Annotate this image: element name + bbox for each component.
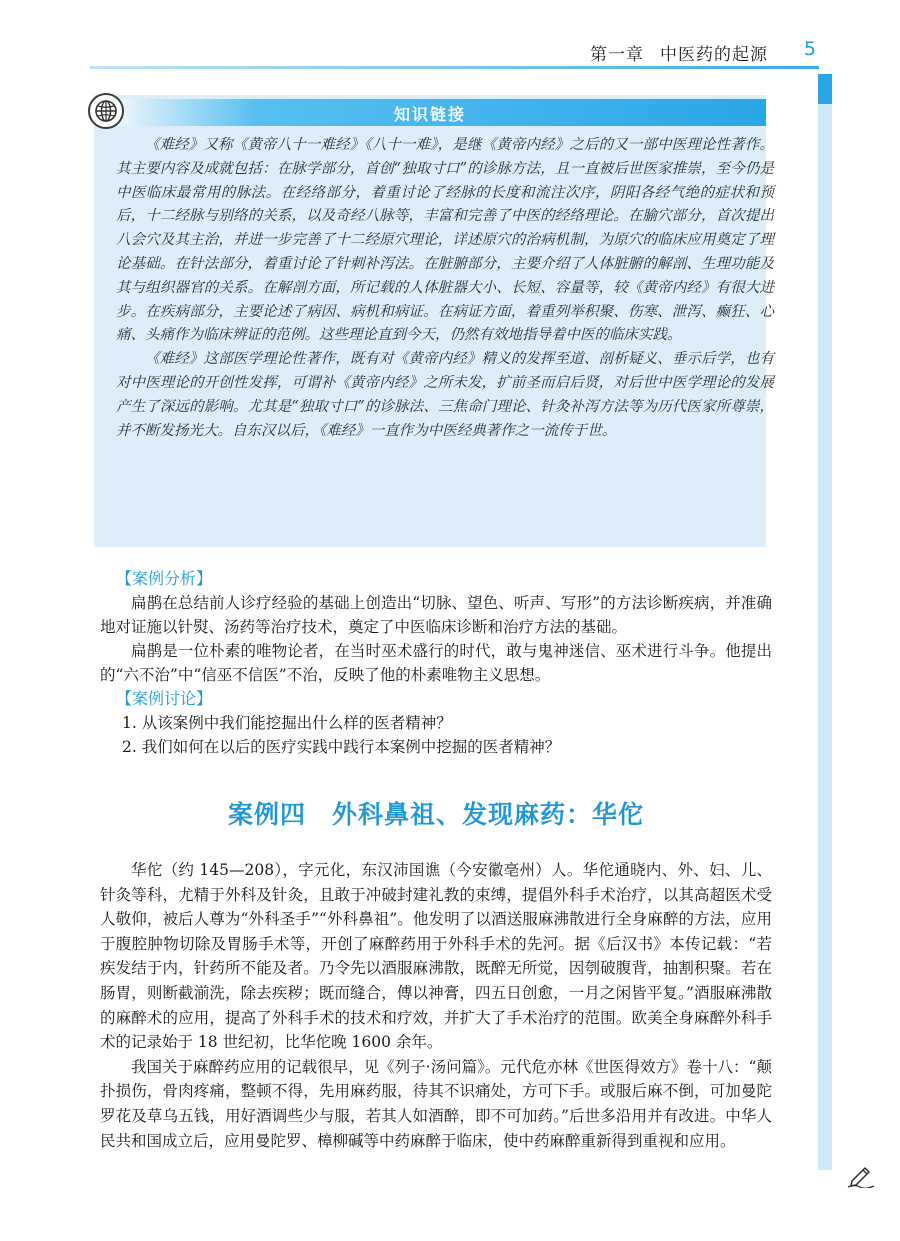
chapter-title: 中医药的起源 [660, 45, 768, 65]
body-paragraph: 我国关于麻醉药应用的记载很早，见《列子·汤问篇》。元代危亦林《世医得效方》卷十八：“颠扑损伤，骨肉疼痛，整顿不得，先用麻药服，待其不识痛处，方可下手。或服后麻不倒，可加曼陀罗花及草乌五钱，用好酒调些少与服，若其人如酒醉，即不可加药。”后世多沿用并有改进。中华人民共和国成立后，应用曼陀罗、樟柳碱等中药麻醉于临床，使中药麻醉重新得到重视和应用。 [100, 1057, 772, 1150]
knowledge-box-body [116, 134, 774, 443]
discussion-question: 2. 我们如何在以后的医疗实践中践行本案例中挖掘的医者精神？ [122, 738, 561, 756]
body-paragraph: 华佗（约 145—208），字元化，东汉沛国谯（今安徽亳州）人。华佗通晓内、外、妇、儿、针灸等科，尤精于外科及针灸，且敢于冲破封建礼教的束缚，提倡外科手术治疗，以其高超医术受人敬仰，被后人尊为“外科圣手”“外科鼻祖”。他发明了以酒送服麻沸散进行全身麻醉的方法，应用于腹腔肿物切除及胃肠手术等，开创了麻醉药用于外科手术的先河。据《后汉书》本传记载：“若疾发结于内，针药所不能及者。乃令先以酒服麻沸散，既醉无所觉，因刳破腹背，抽割积聚。若在肠胃，则断截湔洗，除去疾秽；既而缝合，傅以神膏，四五日创愈，一月之闲皆平复。”酒服麻沸散的麻醉术的应用，提高了外科手术的技术和疗效，并扩大了手术治疗的范围。欧美全身麻醉外科手术的记录始于 18 世纪初，比华佗晚 1600 余年。 [100, 861, 772, 1052]
section-heading [100, 795, 772, 831]
running-head [590, 40, 768, 65]
case-four-body [100, 858, 772, 1153]
edge-bar [818, 104, 832, 1170]
case-analysis-label: 【案例分析】 [116, 569, 213, 588]
edge-bar-marker [818, 74, 832, 104]
case-analysis-paragraph: 扁鹊是一位朴素的唯物论者，在当时巫术盛行的时代，敢与鬼神迷信、巫术进行斗争。他提出的“六不治”中“信巫不信医”不治，反映了他的朴素唯物主义思想。 [100, 642, 772, 684]
section-heading-number: 案例四 [227, 800, 306, 829]
knowledge-paragraph: 《难经》又称《黄帝八十一难经》《八十一难》，是继《黄帝内经》之后的又一部中医理论性著作。其主要内容及成就包括：在脉学部分，首创“独取寸口”的诊脉方法，且一直被后世医家推崇，至今仍是中医临床最常用的脉法。在经络部分，着重讨论了经脉的长度和流注次序，阴阳各经气绝的症状和预后，十二经脉与别络的关系，以及奇经八脉等，丰富和完善了中医的经络理论。在腧穴部分，首次提出八会穴及其主治，并进一步完善了十二经原穴理论，详述原穴的治病机制，为原穴的临床应用奠定了理论基础。在针法部分，着重讨论了针刺补泻法。在脏腑部分，主要介绍了人体脏腑的解剖、生理功能及其与组织器官的关系。在解剖方面，所记载的人体脏器大小、长短、容量等，较《黄帝内经》有很大进步。在疾病部分，主要论述了病因、病机和病证。在病证方面，着重列举积聚、伤寒、泄泻、癫狂、心痛、头痛作为临床辨证的范例。这些理论直到今天，仍然有效地指导着中医的临床实践。 [116, 137, 774, 344]
globe-icon [88, 93, 124, 129]
case-discussion-label: 【案例讨论】 [116, 689, 213, 708]
section-heading-title: 外科鼻祖、发现麻药：华佗 [332, 800, 645, 829]
case-analysis-paragraph: 扁鹊在总结前人诊疗经验的基础上创造出“切脉、望色、听声、写形”的方法诊断疾病，并准确地对证施以针熨、汤药等治疗技术，奠定了中医临床诊断和治疗方法的基础。 [100, 594, 772, 636]
header-rule [90, 66, 819, 69]
knowledge-box-title: 知识链接 [393, 105, 466, 124]
case-analysis-section [100, 567, 772, 759]
knowledge-paragraph: 《难经》这部医学理论性著作，既有对《黄帝内经》精义的发挥至道、剖析疑义、垂示后学，也有对中医理论的开创性发挥，可谓补《黄帝内经》之所未发，扩前圣而启后贤，对后世中医学理论的发展产生了深远的影响。尤其是“独取寸口”的诊脉法、三焦命门理论、针灸补泻方法等为历代医家所尊崇，并不断发扬光大。自东汉以后，《难经》一直作为中医经典著作之一流传于世。 [116, 351, 774, 439]
chapter-label: 第一章 [590, 45, 644, 65]
discussion-question: 1. 从该案例中我们能挖掘出什么样的医者精神？ [122, 714, 452, 732]
pen-icon [846, 1166, 876, 1192]
page-number: 5 [803, 38, 816, 60]
